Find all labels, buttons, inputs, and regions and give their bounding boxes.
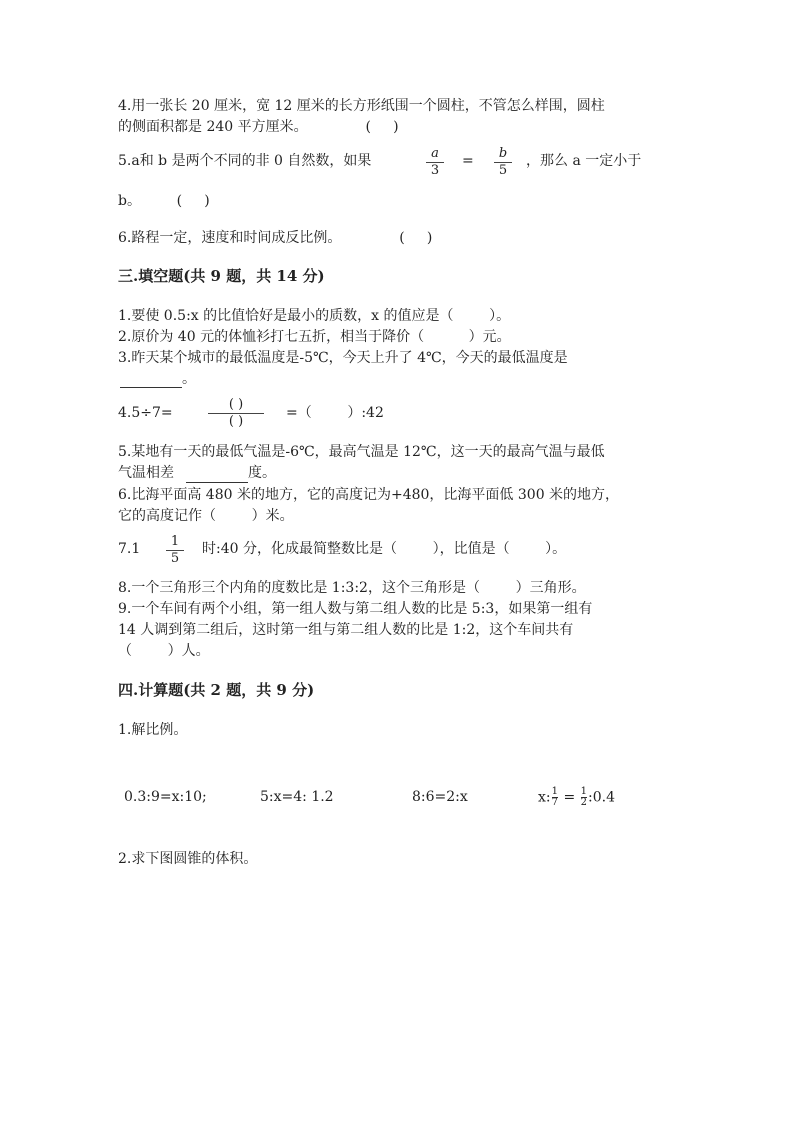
judge-q6: 6.路程一定，速度和时间成反比例。 ( )	[118, 230, 433, 246]
fill-q8: 8.一个三角形三个内角的度数比是 1:3:2，这个三角形是（ ）三角形。	[118, 580, 586, 596]
calc-equation-1: 0.3:9=x:10;	[124, 789, 207, 805]
calc-equation-4: x: $\frac{1}{7}$ = $\frac{1}{2}$ :0.4	[538, 786, 615, 808]
fill-q9-line2: 14 人调到第二组后，这时第一组与第二组人数的比是 1:2，这个车间共有	[118, 622, 574, 638]
section3-title: 三.填空题(共 9 题，共 14 分)	[118, 267, 325, 285]
fill-q5-line1: 5.某地有一天的最低气温是-6℃，最高气温是 12℃，这一天的最高气温与最低	[118, 444, 605, 460]
fill-q4-fraction: ( ) ( )	[208, 398, 264, 429]
fill-q7-part1: 7.1	[118, 541, 141, 557]
fill-q5-line2a: 气温相差	[118, 465, 174, 481]
judge-q5-part2: ，那么 a 一定小于	[526, 153, 642, 169]
fill-q7-part2: 时:40 分，化成最简整数比是（ ），比值是（ ）。	[202, 541, 567, 557]
judge-q4-line2: 的侧面积都是 240 平方厘米。 ( )	[118, 119, 399, 135]
fill-q5-line2b: 度。	[248, 465, 276, 481]
judge-q5-fraction-b: b 5	[494, 147, 512, 178]
fill-q4-part1: 4.5÷7=	[118, 405, 173, 421]
calc-q1: 1.解比例。	[118, 722, 188, 738]
calc-equation-3: 8:6=2:x	[412, 789, 468, 805]
fill-q5-blank	[186, 481, 248, 483]
fill-q9-line3: （ ）人。	[118, 643, 210, 659]
fill-q6-line1: 6.比海平面高 480 米的地方，它的高度记为+480，比海平面低 300 米的地方，	[118, 487, 620, 503]
fill-q1: 1.要使 0.5:x 的比值恰好是最小的质数，x 的值应是（ ）。	[118, 308, 511, 324]
section4-title: 四.计算题(共 2 题，共 9 分)	[118, 681, 315, 699]
judge-q5-part1: 5.a和 b 是两个不同的非 0 自然数，如果	[118, 153, 372, 169]
fill-q6-line2: 它的高度记作（ ）米。	[118, 508, 294, 524]
calc-eq4-fraction-2: $\frac{1}{2}$	[580, 786, 588, 808]
judge-q5-line2: b。 ( )	[118, 193, 210, 209]
judge-q5-equals: =	[462, 153, 474, 169]
fill-q2: 2.原价为 40 元的体恤衫打七五折，相当于降价（ ）元。	[118, 329, 511, 345]
calc-q2: 2.求下图圆锥的体积。	[118, 851, 258, 867]
fill-q3-blank	[120, 386, 182, 388]
fill-q4-part2: =（ ）:42	[286, 405, 384, 421]
calc-eq4-fraction-1: $\frac{1}{7}$	[551, 786, 558, 808]
judge-q4-line1: 4.用一张长 20 厘米，宽 12 厘米的长方形纸围一个圆柱，不管怎么样围，圆柱	[118, 98, 605, 114]
fill-q7-fraction: 1 5	[166, 535, 184, 566]
calc-equation-2: 5:x=4: 1.2	[260, 789, 334, 805]
fill-q3-line1: 3.昨天某个城市的最低温度是-5℃，今天上升了 4℃，今天的最低温度是	[118, 350, 568, 366]
judge-q5-fraction-a: a 3	[426, 147, 444, 178]
fill-q3-line2: 。	[182, 371, 196, 387]
fill-q9-line1: 9.一个车间有两个小组，第一组人数与第二组人数的比是 5:3，如果第一组有	[118, 601, 593, 617]
